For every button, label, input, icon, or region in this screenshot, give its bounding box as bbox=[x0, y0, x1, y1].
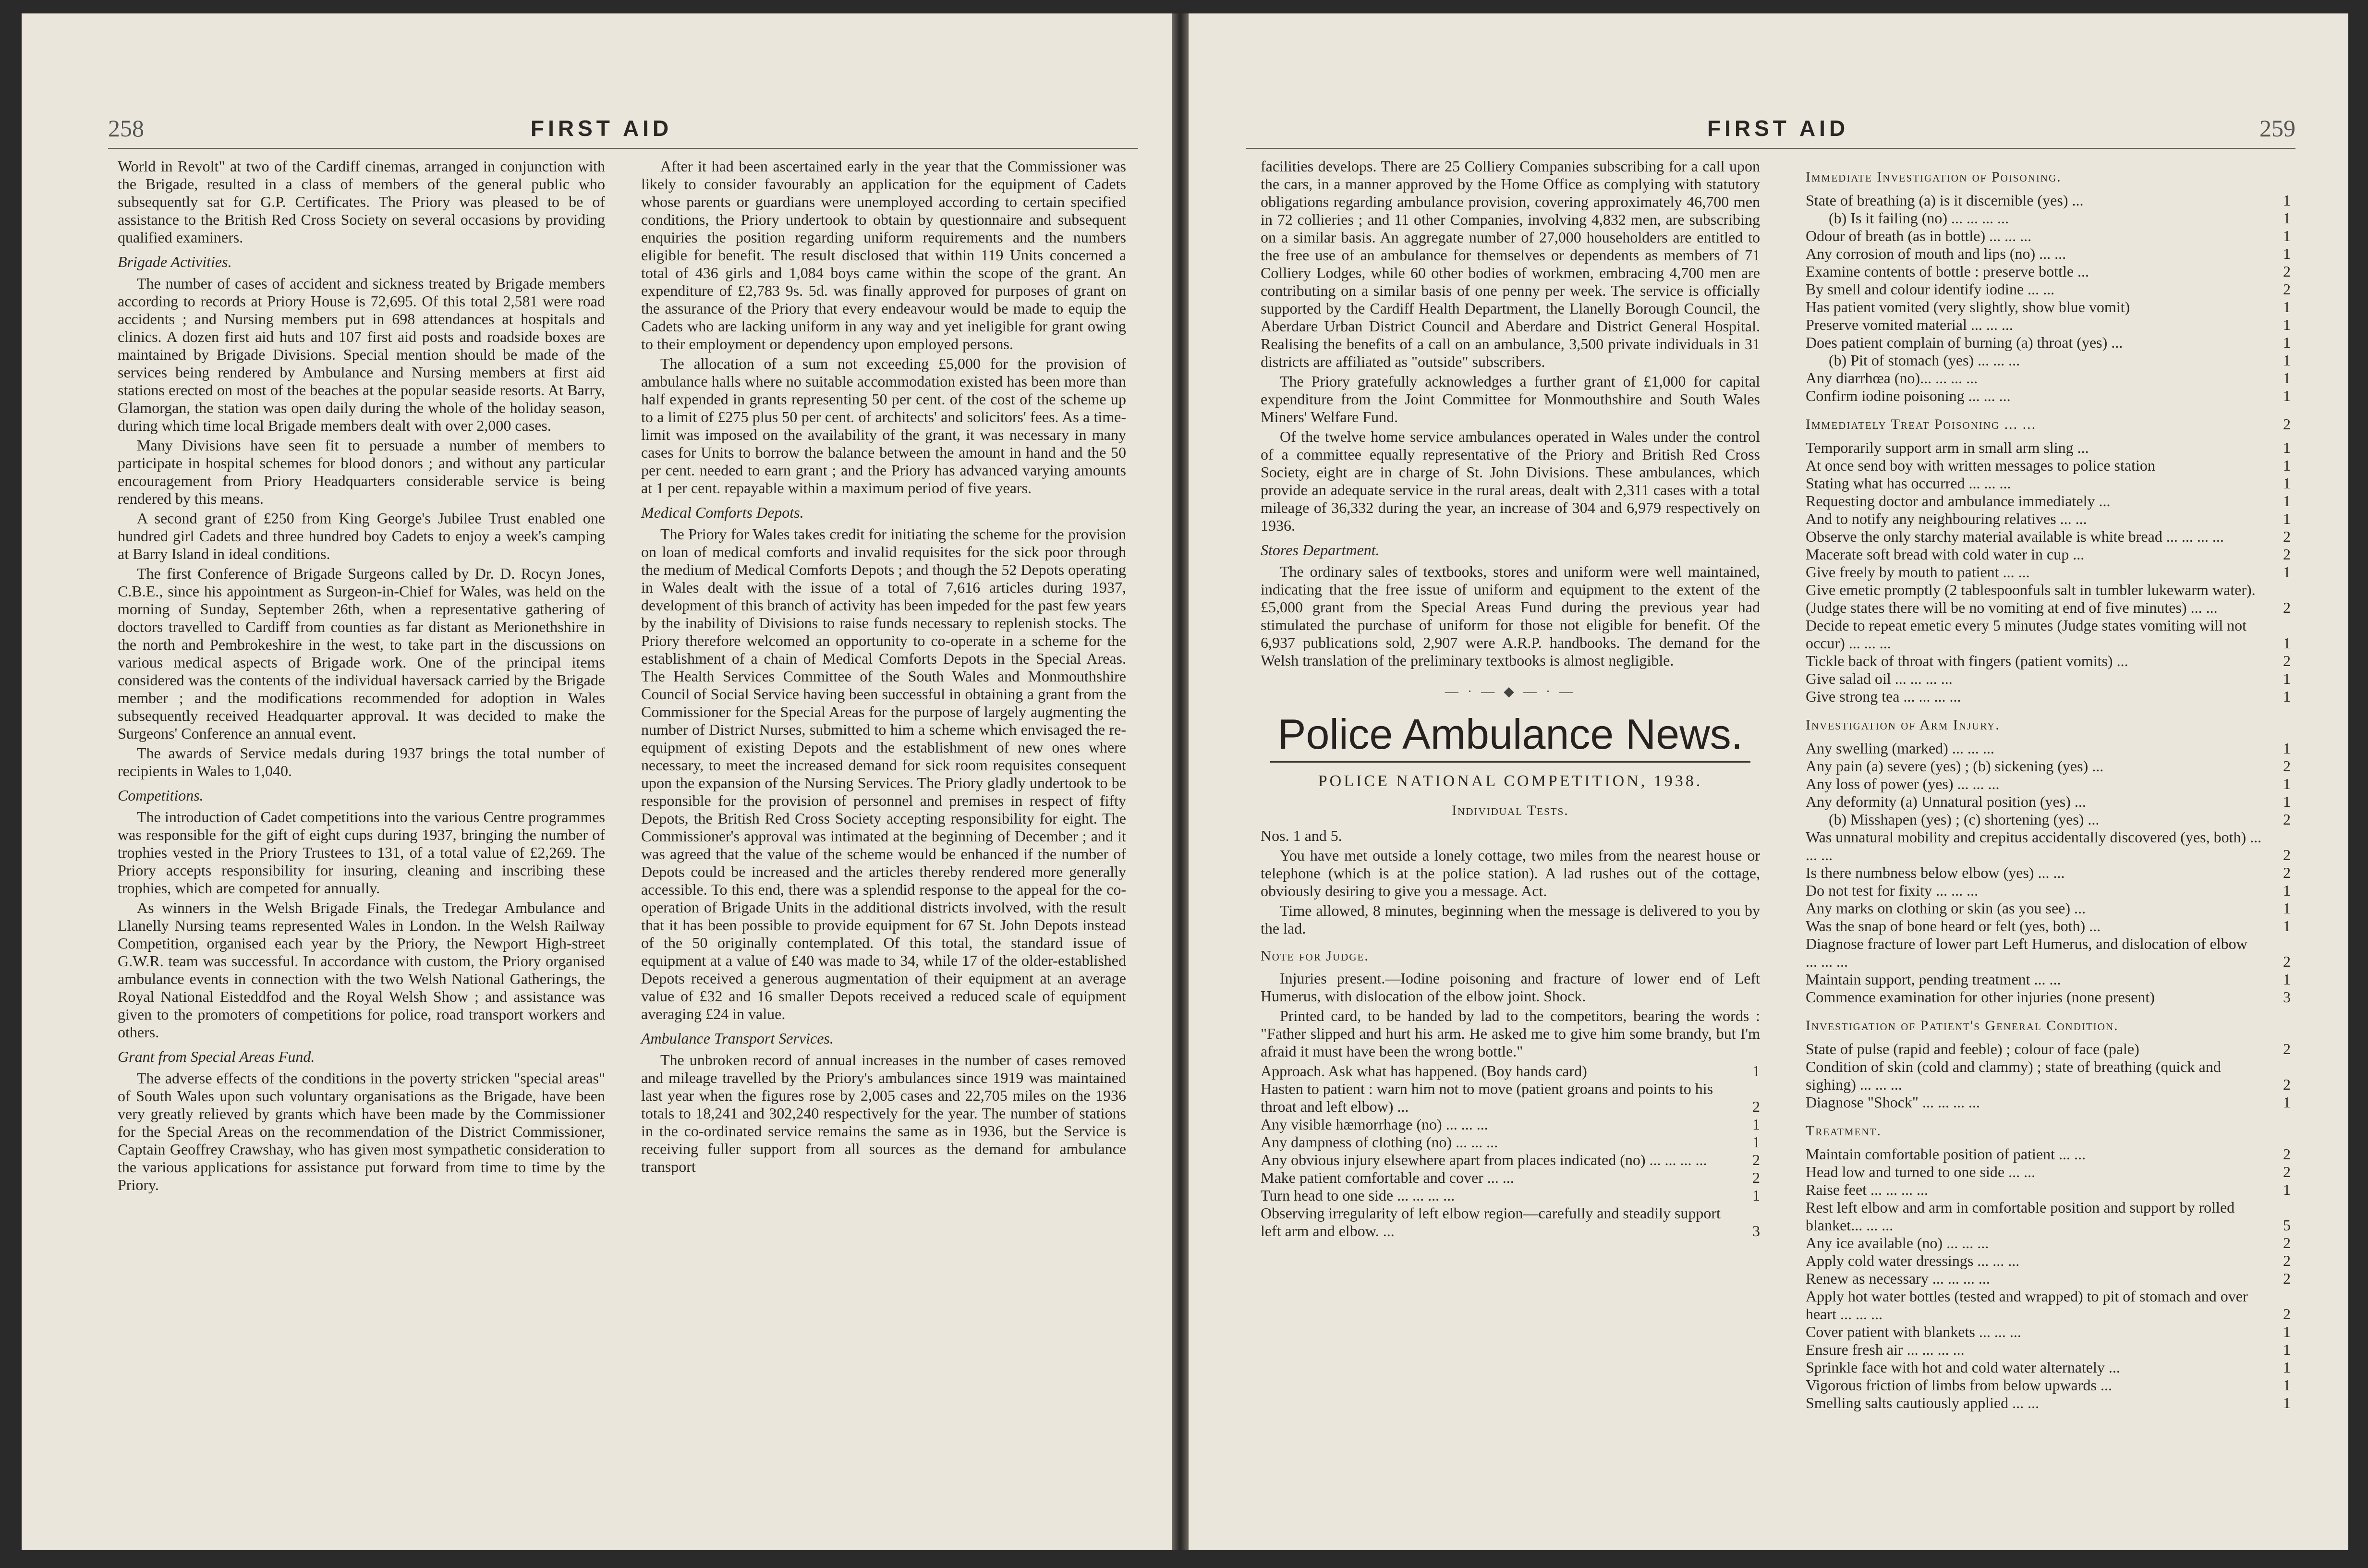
paragraph: The allocation of a sum not exceeding £5,000 for the provision of ambulance halls where no suitable accommodation existed has been more than half expended in grants representing 50 per cent. of the cost of the scheme up to a limit of £275 plus 50 per cent. of architects' and solicitors' fees. As a time-limit was imposed on the availability of the grant, it was necessary in many cases for Units to borrow the balance between the amount in hand and the 50 per cent. needed to earn grant ; and the Priory has advanced varying amounts at 1 per cent. repayable within a maximum period of five years. bbox=[641, 355, 1126, 497]
marking-item: Vigorous friction of limbs from below upwards ... bbox=[1806, 1376, 2112, 1394]
marks-value: 2 bbox=[1752, 1169, 1760, 1186]
marking-item: Temporarily support arm in small arm sling ... bbox=[1806, 439, 2089, 456]
marks-value: 1 bbox=[2283, 1094, 2291, 1111]
marking-item: Odour of breath (as in bottle) ... ... ... bbox=[1806, 227, 2032, 244]
paragraph: The number of cases of accident and sickness treated by Brigade members according to records at Priory House is 72,695. Of this total 2,581 were road accidents ; and Nursing members put in 698 attendances at hospitals and clinics. A dozen first aid huts and 107 first aid posts and roadside boxes are maintained by Brigade Divisions. Special mention should be made of the services being rendered by Ambulance and Nursing members at first aid stations erected on most of the beaches at the popular seaside resorts. At Barry, Glamorgan, the station was open daily during the whole of the holiday season, during which time local Brigade members dealt with over 2,000 cases. bbox=[118, 275, 605, 434]
marks-value: 1 bbox=[2283, 457, 2291, 474]
marks-value: 1 bbox=[2283, 634, 2291, 652]
section-heading: Stores Department. bbox=[1261, 541, 1380, 559]
marks-value: 1 bbox=[2283, 1341, 2291, 1358]
marks-value: 2 bbox=[2283, 846, 2291, 863]
marks-value: 1 bbox=[2283, 352, 2291, 369]
section-heading: Competitions. bbox=[118, 787, 204, 804]
marking-item: Maintain support, pending treatment ... ... bbox=[1806, 971, 2061, 988]
paragraph: World in Revolt" at two of the Cardiff cinemas, arranged in conjunction with the Brigade, resulted in a class of members of the general public who subsequently sat for G.P. Certificates. The Priory was pleased to be of assistance to the British Red Cross Society on several occasions by providing qualified examiners. bbox=[118, 158, 605, 246]
paragraph: facilities develops. There are 25 Colliery Companies subscribing for a call upon the cars, in a manner approved by the Home Office as complying with statutory obligations regarding ambulance provision, covering approximately 46,700 men in 72 collieries ; and 11 other Companies, involving 4,832 men, are subscribing on a similar basis. An aggregate number of 27,000 householders are entitled to the free use of an ambulance for themselves or dependents as members of 71 Colliery Lodges, while 60 other bodies of workmen, embracing 4,700 men are contributing on a similar basis of one penny per week. The service is officially supported by the Cardiff Health Department, the Llanelly Borough Council, the Aberdare Urban District Council and Aberdare and District General Hospital. Realising the benefits of a call on an ambulance, 3,500 private individuals in 31 districts are affiliated as "outside" subscribers. bbox=[1261, 158, 1760, 370]
section-heading-row bbox=[1806, 168, 2291, 186]
marking-row bbox=[1806, 971, 2291, 988]
marking-item: Give salad oil ... ... ... ... bbox=[1806, 670, 1953, 687]
marks-value: 1 bbox=[2283, 510, 2291, 527]
marks-value: 1 bbox=[2283, 670, 2291, 687]
marking-row bbox=[1806, 245, 2291, 263]
marks-value: 2 bbox=[2283, 757, 2291, 775]
marking-item: Any swelling (marked) ... ... ... bbox=[1806, 740, 1994, 757]
marking-list bbox=[1806, 740, 2291, 1006]
marking-item: Apply cold water dressings ... ... ... bbox=[1806, 1252, 2020, 1269]
marks-value: 1 bbox=[1752, 1187, 1760, 1204]
marking-row bbox=[1806, 864, 2291, 882]
marks-value: 1 bbox=[2283, 1394, 2291, 1411]
marking-row bbox=[1806, 1394, 2291, 1412]
marking-item: Any ice available (no) ... ... ... bbox=[1806, 1234, 1989, 1252]
marks-value: 2 bbox=[2283, 953, 2291, 970]
marking-row bbox=[1806, 652, 2291, 670]
marking-item: Do not test for fixity ... ... ... bbox=[1806, 882, 1979, 899]
marking-item: Any dampness of clothing (no) ... ... ... bbox=[1261, 1133, 1498, 1151]
marking-row bbox=[1806, 1341, 2291, 1359]
marking-item: At once send boy with written messages to police station bbox=[1806, 457, 2155, 474]
section-heading: Grant from Special Areas Fund. bbox=[118, 1048, 315, 1065]
marking-item: Ensure fresh air ... ... ... ... bbox=[1806, 1341, 1965, 1358]
marks-value: 2 bbox=[2283, 546, 2291, 563]
marking-item: Observe the only starchy material available is white bread ... ... ... ... bbox=[1806, 528, 2224, 545]
marking-item: Apply hot water bottles (tested and wrapped) to pit of stomach and over heart ... ... ... bbox=[1806, 1288, 2248, 1323]
marking-row bbox=[1806, 227, 2291, 245]
marking-row bbox=[1806, 811, 2291, 828]
section-heading: Brigade Activities. bbox=[118, 253, 232, 270]
marking-item: Was the snap of bone heard or felt (yes, both) ... bbox=[1806, 917, 2101, 935]
marking-row bbox=[1806, 935, 2291, 971]
subheading: Individual Tests. bbox=[1452, 802, 1569, 818]
marking-item: (b) Misshapen (yes) ; (c) shortening (yes) ... bbox=[1829, 811, 2100, 828]
paragraph: Printed card, to be handed by lad to the competitors, bearing the words : "Father slipped and hurt his arm. He asked me to give him some brandy, but I'm afraid it must have been the wrong bottle." bbox=[1261, 1007, 1760, 1060]
marking-row bbox=[1261, 1080, 1760, 1116]
marking-row bbox=[1806, 1323, 2291, 1341]
marking-item: (b) Is it failing (no) ... ... ... ... bbox=[1829, 209, 2009, 227]
marking-item: Maintain comfortable position of patient ... ... bbox=[1806, 1145, 2086, 1163]
marking-row bbox=[1806, 546, 2291, 563]
text-column bbox=[118, 158, 605, 1196]
marks-value: 3 bbox=[1752, 1222, 1760, 1240]
marking-row bbox=[1806, 192, 2291, 209]
marks-value: 1 bbox=[2283, 245, 2291, 262]
marks-value: 1 bbox=[2283, 899, 2291, 917]
marking-item: Has patient vomited (very slightly, show blue vomit) bbox=[1806, 298, 2130, 316]
marks-value: 1 bbox=[2283, 740, 2291, 757]
marking-item: Preserve vomited material ... ... ... bbox=[1806, 316, 2013, 333]
paragraph: The ordinary sales of textbooks, stores and uniform were well maintained, indicating that the free issue of uniform and equipment to the extent of the £5,000 grant from the Special Areas Fund during the previous year had stimulated the purchase of uniform for those not eligible for benefit. Of the 6,937 publications sold, 2,907 were A.R.P. handbooks. The demand for the Welsh translation of the preliminary textbooks is almost negligible. bbox=[1261, 563, 1760, 669]
marking-row bbox=[1806, 688, 2291, 705]
marks-value: 3 bbox=[2283, 988, 2291, 1006]
marks-value: 2 bbox=[2283, 415, 2291, 433]
marking-item: Raise feet ... ... ... ... bbox=[1806, 1181, 1929, 1198]
marks-value: 1 bbox=[2283, 227, 2291, 244]
page-number: 258 bbox=[108, 115, 144, 142]
marking-item: Rest left elbow and arm in comfortable position and support by rolled blanket... ... ... bbox=[1806, 1199, 2235, 1234]
marking-row bbox=[1806, 1145, 2291, 1163]
marking-item: Give strong tea ... ... ... ... bbox=[1806, 688, 1961, 705]
marks-value: 1 bbox=[2283, 316, 2291, 333]
marks-value: 2 bbox=[2283, 1145, 2291, 1163]
marks-value: 1 bbox=[2283, 334, 2291, 351]
marks-value: 1 bbox=[2283, 793, 2291, 810]
marking-item: Hasten to patient : warn him not to move (patient groans and points to his throat and left elbow) ... bbox=[1261, 1080, 1713, 1115]
marking-list bbox=[1261, 1062, 1760, 1240]
marking-row bbox=[1806, 1181, 2291, 1199]
marks-value: 5 bbox=[2283, 1216, 2291, 1234]
marking-item: State of pulse (rapid and feeble) ; colour of face (pale) bbox=[1806, 1040, 2139, 1057]
section-title: Police Ambulance News. bbox=[1277, 710, 1743, 758]
marking-row bbox=[1806, 740, 2291, 757]
marks-value: 1 bbox=[2283, 882, 2291, 899]
section-heading-row bbox=[1806, 1017, 2291, 1034]
marking-row bbox=[1806, 352, 2291, 369]
marking-list bbox=[1806, 1040, 2291, 1111]
book-gutter bbox=[1172, 13, 1189, 1550]
marking-row bbox=[1806, 899, 2291, 917]
marks-value: 2 bbox=[2283, 652, 2291, 669]
marks-value: 1 bbox=[2283, 387, 2291, 404]
marks-value: 2 bbox=[2283, 1163, 2291, 1180]
marking-item: Commence examination for other injuries (none present) bbox=[1806, 988, 2155, 1006]
marking-item: Any pain (a) severe (yes) ; (b) sickening (yes) ... bbox=[1806, 757, 2104, 775]
marks-value: 2 bbox=[2283, 1234, 2291, 1252]
marking-item: Any diarrhœa (no)... ... ... ... bbox=[1806, 369, 1978, 387]
marking-row bbox=[1806, 457, 2291, 474]
section-heading: Immediate Investigation of Poisoning. bbox=[1806, 169, 2062, 185]
paragraph: The introduction of Cadet competitions into the various Centre programmes was responsible for the gift of eight cups during 1937, bringing the number of trophies vested in the Priory Trustees to 131, of a total value of £2,269. The Priory accepts responsibility for insuring, cleaning and inscribing these trophies, which are competed for annually. bbox=[118, 808, 605, 897]
marking-item: Observing irregularity of left elbow region—carefully and steadily support left arm and elbow. ... bbox=[1261, 1204, 1721, 1240]
marking-row bbox=[1806, 793, 2291, 811]
section-heading: Investigation of Patient's General Condition. bbox=[1806, 1018, 2119, 1033]
section-ornament: — · — ◆ — · — bbox=[1445, 684, 1576, 699]
marking-row bbox=[1806, 1163, 2291, 1181]
marks-value: 2 bbox=[2283, 811, 2291, 828]
marking-row bbox=[1806, 617, 2291, 652]
paragraph: You have met outside a lonely cottage, two miles from the nearest house or telephone (which is at the police station). A lad rushes out of the cottage, obviously desiring to give you a message. Act. bbox=[1261, 847, 1760, 899]
marking-row bbox=[1806, 988, 2291, 1006]
marks-value: 1 bbox=[2283, 563, 2291, 581]
marking-row bbox=[1806, 757, 2291, 775]
right-page-header bbox=[1246, 95, 2295, 149]
marks-value: 1 bbox=[2283, 1323, 2291, 1340]
left-page-header bbox=[108, 95, 1138, 149]
marks-value: 1 bbox=[2283, 917, 2291, 935]
marking-row bbox=[1261, 1151, 1760, 1169]
left-page bbox=[22, 13, 1172, 1550]
paragraph: Of the twelve home service ambulances operated in Wales under the control of a committee equally representative of the Priory and British Red Cross Society, eight are in charge of St. John Divisions. These ambulances, which provide an adequate service in the rural areas, dealt with 2,311 cases with a total mileage of 36,332 during the year, an increase of 304 and 6,979 respectively on 1936. bbox=[1261, 428, 1760, 534]
marks-value: 1 bbox=[2283, 1181, 2291, 1198]
marks-value: 1 bbox=[2283, 439, 2291, 456]
marks-value: 1 bbox=[2283, 192, 2291, 209]
paragraph: The first Conference of Brigade Surgeons called by Dr. D. Rocyn Jones, C.B.E., since his appointment as Surgeon-in-Chief for Wales, was held on the morning of Sunday, September 26th, when a representative gathering of doctors travelled to Cardiff from counties as far distant as Merionethshire in the north and Pembrokeshire in the west, to take part in the discussions on various medical aspects of Brigade work. One of the principal items considered was the contents of the individual haversack carried by the Brigade member ; and the modifications recommended for adoption in Wales subsequently received Headquarter approval. It was decided to make the Surgeons' Conference an annual event. bbox=[118, 565, 605, 742]
marking-row bbox=[1806, 1359, 2291, 1376]
paragraph: A second grant of £250 from King George's Jubilee Trust enabled one hundred girl Cadets and three hundred boy Cadets to enjoy a week's camping at Barry Island in ideal conditions. bbox=[118, 510, 605, 562]
marking-item: Tickle back of throat with fingers (patient vomits) ... bbox=[1806, 652, 2128, 669]
marking-item: Any deformity (a) Unnatural position (yes) ... bbox=[1806, 793, 2086, 810]
paragraph: As winners in the Welsh Brigade Finals, the Tredegar Ambulance and Llanelly Nursing teams represented Wales in London. In the Welsh Railway Competition, organised each year by the Priory, the Newport High-street G.W.R. team was successful. In accordance with custom, the Priory organised ambulance events in connection with the two Welsh National Gatherings, the Royal National Eisteddfod and the Royal Welsh Show ; and assistance was given to the promoters of competitions for police, road transport workers and others. bbox=[118, 899, 605, 1041]
marking-row bbox=[1806, 1199, 2291, 1234]
section-heading: Immediately Treat Poisoning ... ... bbox=[1806, 416, 2037, 432]
marks-value: 2 bbox=[2283, 864, 2291, 881]
marking-item: Any marks on clothing or skin (as you see) ... bbox=[1806, 899, 2086, 917]
marking-row bbox=[1806, 369, 2291, 387]
marks-value: 1 bbox=[2283, 775, 2291, 792]
marking-item: Make patient comfortable and cover ... ... bbox=[1261, 1169, 1514, 1186]
marks-value: 1 bbox=[2283, 1359, 2291, 1376]
section-heading: Ambulance Transport Services. bbox=[641, 1030, 834, 1047]
marking-list bbox=[1806, 192, 2291, 405]
marking-item: State of breathing (a) is it discernible (yes) ... bbox=[1806, 192, 2084, 209]
marking-item: Any loss of power (yes) ... ... ... bbox=[1806, 775, 2000, 792]
marks-value: 1 bbox=[2283, 369, 2291, 387]
marking-list bbox=[1806, 1145, 2291, 1412]
marking-row bbox=[1806, 670, 2291, 688]
running-head: FIRST AID bbox=[531, 116, 673, 141]
marking-item: Examine contents of bottle : preserve bottle ... bbox=[1806, 263, 2089, 280]
marking-item: Smelling salts cautiously applied ... ... bbox=[1806, 1394, 2040, 1411]
section-heading: Treatment. bbox=[1806, 1123, 1882, 1139]
section-heading-row bbox=[1806, 415, 2291, 433]
marks-value: 1 bbox=[2283, 492, 2291, 510]
marking-item: Give emetic promptly (2 tablespoonfuls salt in tumbler lukewarm water). (Judge states there will be no vomiting at end of five minutes) ... ... bbox=[1806, 581, 2256, 616]
marking-list bbox=[1806, 439, 2291, 705]
marking-item: Any corrosion of mouth and lips (no) ... ... bbox=[1806, 245, 2066, 262]
right-page bbox=[1189, 13, 2348, 1550]
marking-row bbox=[1806, 439, 2291, 457]
marking-row bbox=[1806, 563, 2291, 581]
marking-item: Give freely by mouth to patient ... ... bbox=[1806, 563, 2030, 581]
marking-item: Requesting doctor and ambulance immediately ... bbox=[1806, 492, 2111, 510]
marking-item: Condition of skin (cold and clammy) ; state of breathing (quick and sighing) ... ... ... bbox=[1806, 1058, 2221, 1093]
marking-item: Does patient complain of burning (a) throat (yes) ... bbox=[1806, 334, 2123, 351]
marking-item: Turn head to one side ... ... ... ... bbox=[1261, 1187, 1455, 1204]
competition-heading: POLICE NATIONAL COMPETITION, 1938. bbox=[1318, 772, 1703, 790]
paragraph: The Priory for Wales takes credit for initiating the scheme for the provision on loan of medical comforts and invalid requisites for the sick poor through the medium of Medical Comforts Depots ; and though the 52 Depots operating in Wales dealt with the issue of a total of 7,616 articles during 1937, development of this branch of activity has been impeded for the past few years by the inability of Divisions to raise funds necessary to replenish stocks. The Priory therefore welcomed an opportunity to co-operate in a scheme for the establishment of a chain of Medical Comforts Depots in the Special Areas. The Health Services Committee of the South Wales and Monmouthshire Council of Social Service having been successful in obtaining a grant from the Commissioner for the Special Areas for the purpose of largely augmenting the number of District Nurses, submitted to him a scheme which envisaged the re-equipment of existing Depots and the establishment of new ones where necessary, to meet the increased demand for sick room requisites consequent upon the expansion of the Nursing Services. The Priory gladly undertook to be responsible for the provision of personnel and premises in respect of fifty Depots, the British Red Cross Society accepting responsibility for eight. The Commissioner's approval was intimated at the beginning of December ; and it was agreed that the value of the scheme would be enhanced if the number of Depots could be increased and the articles thereby rendered more generally accessible. To this end, there was a splendid response to the appeal for the co-operation of Brigade Units in the additional districts involved, with the result that it has been possible to provide equipment for 67 St. John Depots instead of the 50 originally contemplated. Of this total, the standard issue of equipment at a value of £40 was made to 34, while 17 of the older-established Depots received a generous augmentation of their equipment at an average value of £32 and 16 smaller Depots received a reduced scale of equipment averaging £24 in value. bbox=[641, 525, 1126, 1022]
marking-item: Diagnose fracture of lower part Left Humerus, and dislocation of elbow ... ... ... bbox=[1806, 935, 2247, 970]
marking-item: Confirm iodine poisoning ... ... ... bbox=[1806, 387, 2011, 404]
marking-row bbox=[1261, 1062, 1760, 1080]
marking-item: Stating what has occurred ... ... ... bbox=[1806, 474, 2011, 492]
marking-row bbox=[1806, 492, 2291, 510]
marks-value: 1 bbox=[2283, 971, 2291, 988]
section-heading-row bbox=[1806, 716, 2291, 734]
marking-row bbox=[1806, 917, 2291, 935]
marks-value: 2 bbox=[1752, 1098, 1760, 1115]
marking-row bbox=[1806, 1058, 2291, 1094]
marking-item: Renew as necessary ... ... ... ... bbox=[1806, 1270, 1990, 1287]
marking-item: Any obvious injury elsewhere apart from places indicated (no) ... ... ... ... bbox=[1261, 1151, 1707, 1168]
marking-item: Was unnatural mobility and crepitus accidentally discovered (yes, both) ... ... ... bbox=[1806, 828, 2262, 863]
marking-row bbox=[1806, 882, 2291, 899]
test-numbers: Nos. 1 and 5. bbox=[1261, 827, 1342, 844]
marking-row bbox=[1806, 828, 2291, 864]
marking-row bbox=[1806, 775, 2291, 793]
marking-row bbox=[1806, 581, 2291, 617]
marks-value: 2 bbox=[2283, 1076, 2291, 1093]
paragraph: The unbroken record of annual increases in the number of cases removed and mileage travelled by the Priory's ambulances since 1919 was maintained last year when the figures rose by 2,005 cases and 22,705 miles on the 1936 totals to 18,241 and 302,240 respectively for the year. The number of stations in the co-ordinated service remains the same as in 1936, but the Service is receiving fuller support from all sources as the demand for ambulance transport bbox=[641, 1051, 1126, 1175]
marking-row bbox=[1806, 474, 2291, 492]
marks-value: 2 bbox=[2283, 1040, 2291, 1057]
marking-row bbox=[1806, 280, 2291, 298]
marks-value: 1 bbox=[2283, 688, 2291, 705]
marking-row bbox=[1806, 1288, 2291, 1323]
text-column bbox=[1806, 158, 2291, 1416]
marking-row bbox=[1806, 316, 2291, 334]
marking-row bbox=[1806, 1094, 2291, 1111]
marking-row bbox=[1806, 334, 2291, 352]
marks-value: 2 bbox=[2283, 263, 2291, 280]
marking-row bbox=[1806, 1040, 2291, 1058]
marking-row bbox=[1806, 1376, 2291, 1394]
marking-row bbox=[1806, 528, 2291, 546]
section-heading: Investigation of Arm Injury. bbox=[1806, 717, 2000, 733]
marking-row bbox=[1261, 1169, 1760, 1187]
marks-value: 1 bbox=[1752, 1133, 1760, 1151]
title-rule bbox=[1270, 761, 1750, 763]
paragraph: Injuries present.—Iodine poisoning and fracture of lower end of Left Humerus, with dislocation of the elbow joint. Shock. bbox=[1261, 970, 1760, 1005]
marks-value: 1 bbox=[2283, 209, 2291, 227]
paragraph: The Priory gratefully acknowledges a further grant of £1,000 for capital expenditure from the Joint Committee for Monmouthshire and South Wales Miners' Welfare Fund. bbox=[1261, 373, 1760, 425]
marks-value: 2 bbox=[2283, 1270, 2291, 1287]
article-continuation bbox=[1261, 158, 1760, 669]
marks-value: 1 bbox=[2283, 298, 2291, 316]
marking-item: Cover patient with blankets ... ... ... bbox=[1806, 1323, 2021, 1340]
text-column bbox=[641, 158, 1126, 1178]
marks-value: 1 bbox=[1752, 1116, 1760, 1133]
marking-item: Approach. Ask what has happened. (Boy hands card) bbox=[1261, 1062, 1587, 1080]
marking-item: (b) Pit of stomach (yes) ... ... ... bbox=[1829, 352, 2020, 369]
marking-item: And to notify any neighbouring relatives ... ... bbox=[1806, 510, 2087, 527]
paragraph: The adverse effects of the conditions in the poverty stricken "special areas" of South Wales upon such voluntary organisations as the Brigade, have been very greatly relieved by grants which have been made by the Commissioner for the Special Areas on the recommendation of the District Commissioner, Captain Geoffrey Crawshay, who has given most sympathetic consideration to the various applications for assistance put forward from time to time by the Priory. bbox=[118, 1070, 605, 1193]
marking-item: Is there numbness below elbow (yes) ... ... bbox=[1806, 864, 2065, 881]
marks-value: 2 bbox=[2283, 280, 2291, 298]
marking-row bbox=[1806, 510, 2291, 528]
marks-value: 2 bbox=[2283, 528, 2291, 545]
marks-value: 2 bbox=[2283, 1305, 2291, 1323]
marking-row bbox=[1806, 1234, 2291, 1252]
marking-item: Head low and turned to one side ... ... bbox=[1806, 1163, 2036, 1180]
marking-row bbox=[1806, 209, 2291, 227]
marking-row bbox=[1806, 298, 2291, 316]
marking-item: Macerate soft bread with cold water in cup ... bbox=[1806, 546, 2085, 563]
paragraph: The awards of Service medals during 1937 brings the total number of recipients in Wales to 1,040. bbox=[118, 744, 605, 779]
marks-value: 1 bbox=[2283, 1376, 2291, 1394]
marking-item: Sprinkle face with hot and cold water alternately ... bbox=[1806, 1359, 2120, 1376]
page-number: 259 bbox=[2259, 115, 2295, 142]
marking-item: Diagnose "Shock" ... ... ... ... bbox=[1806, 1094, 1980, 1111]
marks-value: 2 bbox=[2283, 1252, 2291, 1269]
running-head: FIRST AID bbox=[1707, 116, 1849, 141]
marks-value: 2 bbox=[2283, 599, 2291, 616]
marking-row bbox=[1806, 263, 2291, 280]
marks-value: 2 bbox=[1752, 1151, 1760, 1168]
marks-value: 1 bbox=[2283, 474, 2291, 492]
marking-row bbox=[1806, 1252, 2291, 1270]
marking-row bbox=[1261, 1187, 1760, 1204]
marking-row bbox=[1261, 1204, 1760, 1240]
marks-value: 1 bbox=[1752, 1062, 1760, 1080]
section-heading-row bbox=[1806, 1122, 2291, 1140]
marking-item: By smell and colour identify iodine ... ... bbox=[1806, 280, 2055, 298]
text-column bbox=[1261, 158, 1760, 1244]
marking-item: Decide to repeat emetic every 5 minutes (Judge states vomiting will not occur) ... ... ... bbox=[1806, 617, 2247, 652]
paragraph: Time allowed, 8 minutes, beginning when the message is delivered to you by the lad. bbox=[1261, 902, 1760, 937]
marking-item: Any visible hæmorrhage (no) ... ... ... bbox=[1261, 1116, 1488, 1133]
marking-row bbox=[1806, 1270, 2291, 1288]
section-heading: Medical Comforts Depots. bbox=[641, 504, 804, 521]
marking-row bbox=[1261, 1116, 1760, 1133]
paragraph: Many Divisions have seen fit to persuade a number of members to participate in hospital schemes for blood donors ; and without any particular encouragement from Priory Headquarters considerable service is being rendered by this means. bbox=[118, 437, 605, 507]
subheading: Note for Judge. bbox=[1261, 948, 1369, 964]
marking-row bbox=[1261, 1133, 1760, 1151]
marking-row bbox=[1806, 387, 2291, 405]
paragraph: After it had been ascertained early in the year that the Commissioner was likely to consider favourably an application for the equipment of Cadets whose parents or guardians were unemployed according to certain specified conditions, the Priory undertook to obtain by questionnaire and subsequent enquiries the position regarding uniform requirements and the numbers eligible for benefit. The result disclosed that within 119 Units concerned a total of 436 girls and 1,084 boys came within the scope of the grant. An expenditure of £2,783 9s. 5d. was finally approved for purposes of grant on the assurance of the Priory that every endeavour would be made to equip the Cadets who are lacking uniform in any way and yet ineligible for grant owing to their employment or dependency upon employed persons. bbox=[641, 158, 1126, 352]
